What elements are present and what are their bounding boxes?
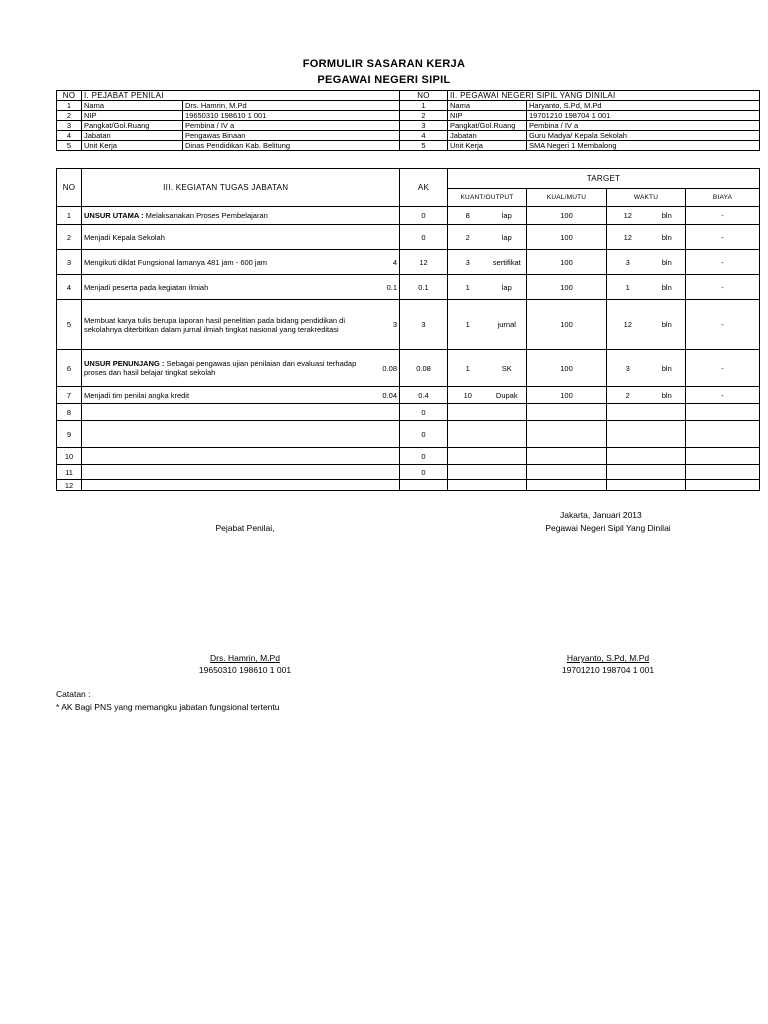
identity-right-label: NIP [448, 111, 527, 121]
quantity-value: 1 [448, 350, 488, 387]
quantity-unit: jurnal [488, 300, 527, 350]
quality-value: 100 [527, 350, 607, 387]
time-unit [649, 480, 686, 491]
cost-value: - [686, 250, 760, 275]
activity-cell [82, 300, 370, 350]
activity-text: Menjadi tim penilai angka kredit [84, 390, 190, 400]
left-signature-nip: 19650310 198610 1 001 [198, 665, 292, 675]
identity-left-label: Nama [82, 101, 183, 111]
identity-right-label: Pangkat/Gol.Ruang [448, 121, 527, 131]
activity-cell [82, 404, 370, 421]
activity-cell [82, 275, 370, 300]
quantity-unit [488, 404, 527, 421]
identity-row [57, 141, 760, 151]
ak-value [400, 480, 448, 491]
quantity-unit [488, 465, 527, 480]
quality-value: 100 [527, 300, 607, 350]
form-subtitle: PEGAWAI NEGERI SIPIL [317, 74, 451, 86]
table-row [57, 404, 760, 421]
time-unit: bln [649, 275, 686, 300]
activity-cell [82, 250, 370, 275]
activity-factor [370, 465, 400, 480]
quality-value [527, 404, 607, 421]
quantity-value: 1 [448, 275, 488, 300]
time-unit: bln [649, 387, 686, 404]
ak-value: 0 [400, 465, 448, 480]
no-header: NO [57, 91, 82, 101]
cost-value: - [686, 225, 760, 250]
quality-value: 100 [527, 387, 607, 404]
identity-left-label: Pangkat/Gol.Ruang [82, 121, 183, 131]
time-unit: bln [649, 225, 686, 250]
identity-left-no: 3 [57, 121, 82, 131]
identity-right-value: SMA Negeri 1 Membalong [527, 141, 760, 151]
activity-cell [82, 480, 370, 491]
activities-table [56, 168, 760, 491]
time-value: 3 [607, 350, 649, 387]
row-no: 10 [57, 448, 82, 465]
identity-left-value: 19650310 198610 1 001 [183, 111, 400, 121]
identity-table [56, 90, 760, 151]
row-no: 11 [57, 465, 82, 480]
time-unit [649, 404, 686, 421]
identity-right-value: 19701210 198704 1 001 [527, 111, 760, 121]
quantity-value: 1 [448, 300, 488, 350]
kegiatan-col-header: III. KEGIATAN TUGAS JABATAN [82, 169, 370, 207]
identity-left-no: 2 [57, 111, 82, 121]
ak-value: 0.1 [400, 275, 448, 300]
no-header-right: NO [400, 91, 448, 101]
cost-value [686, 448, 760, 465]
row-no: 3 [57, 250, 82, 275]
activity-factor: 0.08 [370, 350, 400, 387]
table-row [57, 465, 760, 480]
ak-value: 0.08 [400, 350, 448, 387]
time-value: 2 [607, 387, 649, 404]
quality-value: 100 [527, 250, 607, 275]
activity-cell [82, 465, 370, 480]
time-unit [649, 421, 686, 448]
activity-factor [370, 480, 400, 491]
identity-right-label: Jabatan [448, 131, 527, 141]
activity-factor: 0.04 [370, 387, 400, 404]
identity-right-value: Guru Madya/ Kepala Sekolah [527, 131, 760, 141]
quantity-unit [488, 421, 527, 448]
cost-value: - [686, 207, 760, 225]
activity-factor [370, 404, 400, 421]
activity-factor: 3 [370, 300, 400, 350]
identity-row [57, 131, 760, 141]
activity-text: Melaksanakan Proses Pembelajaran [143, 211, 268, 220]
quantity-unit: lap [488, 275, 527, 300]
form-title: FORMULIR SASARAN KERJA [302, 58, 466, 70]
quantity-value: 8 [448, 207, 488, 225]
identity-right-label: Unit Kerja [448, 141, 527, 151]
cost-value [686, 421, 760, 448]
biaya-header: BIAYA [686, 189, 760, 207]
identity-row [57, 111, 760, 121]
table-row [57, 421, 760, 448]
quantity-value: 2 [448, 225, 488, 250]
table-row [57, 350, 760, 387]
identity-right-no: 2 [400, 111, 448, 121]
activity-category: UNSUR PENUNJANG : [84, 359, 165, 368]
time-value: 12 [607, 300, 649, 350]
activity-factor [370, 421, 400, 448]
row-no: 7 [57, 387, 82, 404]
cost-value: - [686, 300, 760, 350]
activity-cell [82, 387, 370, 404]
cost-value: - [686, 350, 760, 387]
activity-text: Mengikuti diklat Fungsional lamanya 481 jam - 600 jam [84, 257, 268, 267]
quantity-value [448, 404, 488, 421]
quality-value: 100 [527, 207, 607, 225]
time-unit [649, 465, 686, 480]
right-signature-role: Pegawai Negeri Sipil Yang Dinilai [545, 523, 671, 533]
pejabat-penilai-header: I. PEJABAT PENILAI [82, 91, 400, 101]
row-no: 6 [57, 350, 82, 387]
quantity-value: 3 [448, 250, 488, 275]
quantity-value [448, 448, 488, 465]
notes-label: Catatan : [56, 689, 91, 699]
table-row [57, 448, 760, 465]
row-no: 5 [57, 300, 82, 350]
activity-factor [370, 225, 400, 250]
activity-text: Sebagai pengawas ujian penilaian dan evaluasi terhadap proses dan hasil belajar tingkat sekolah [84, 359, 357, 377]
time-value [607, 404, 649, 421]
time-value: 3 [607, 250, 649, 275]
right-signature-nip: 19701210 198704 1 001 [561, 665, 655, 675]
left-signature-role: Pejabat Penilai, [215, 523, 275, 533]
ak-value: 3 [400, 300, 448, 350]
time-value: 12 [607, 225, 649, 250]
identity-left-no: 4 [57, 131, 82, 141]
identity-right-value: Haryanto, S.Pd, M.Pd [527, 101, 760, 111]
activity-text: Menjadi Kepala Sekolah [84, 232, 165, 242]
activity-factor: 0.1 [370, 275, 400, 300]
cost-value: - [686, 275, 760, 300]
waktu-header: WAKTU [607, 189, 686, 207]
quantity-value [448, 465, 488, 480]
table-row [57, 225, 760, 250]
quantity-unit: lap [488, 207, 527, 225]
identity-left-label: Unit Kerja [82, 141, 183, 151]
activity-text: Menjadi peserta pada kegiatan ilmiah [84, 282, 209, 292]
identity-right-no: 5 [400, 141, 448, 151]
place-date: Jakarta, Januari 2013 [560, 510, 642, 520]
pegawai-dinilai-header: II. PEGAWAI NEGERI SIPIL YANG DINILAI [448, 91, 760, 101]
row-no: 12 [57, 480, 82, 491]
table-row [57, 300, 760, 350]
cost-value: - [686, 387, 760, 404]
quality-value [527, 465, 607, 480]
row-no: 9 [57, 421, 82, 448]
quantity-unit: lap [488, 225, 527, 250]
ak-value: 0 [400, 404, 448, 421]
quality-value [527, 480, 607, 491]
time-value: 12 [607, 207, 649, 225]
quantity-value [448, 480, 488, 491]
table-row [57, 387, 760, 404]
right-signature-name: Haryanto, S.Pd, M.Pd [566, 653, 650, 663]
identity-right-value: Pembina / IV a [527, 121, 760, 131]
ak-value: 12 [400, 250, 448, 275]
time-value [607, 448, 649, 465]
time-value [607, 480, 649, 491]
quality-value [527, 448, 607, 465]
quantity-unit: SK [488, 350, 527, 387]
quality-value [527, 421, 607, 448]
activity-cell [82, 225, 370, 250]
activity-factor [370, 207, 400, 225]
activity-factor: 4 [370, 250, 400, 275]
cost-value [686, 480, 760, 491]
notes-line: * AK Bagi PNS yang memangku jabatan fungsional tertentu [56, 702, 280, 712]
quality-value: 100 [527, 275, 607, 300]
identity-header-row [57, 91, 760, 101]
time-unit [649, 448, 686, 465]
quantity-value: 10 [448, 387, 488, 404]
quality-value: 100 [527, 225, 607, 250]
row-no: 2 [57, 225, 82, 250]
activity-cell [82, 350, 370, 387]
ak-col-header: AK [400, 169, 448, 207]
identity-left-label: Jabatan [82, 131, 183, 141]
quantity-value [448, 421, 488, 448]
left-signature-name: Drs. Hamrin, M.Pd [210, 653, 280, 663]
activity-cell [82, 207, 370, 225]
identity-right-no: 1 [400, 101, 448, 111]
identity-left-no: 5 [57, 141, 82, 151]
identity-left-value: Drs. Hamrin, M.Pd [183, 101, 400, 111]
ak-value: 0 [400, 225, 448, 250]
identity-row [57, 121, 760, 131]
time-unit: bln [649, 350, 686, 387]
ak-value: 0 [400, 207, 448, 225]
time-unit: bln [649, 207, 686, 225]
cost-value [686, 465, 760, 480]
time-value: 1 [607, 275, 649, 300]
quantity-unit [488, 448, 527, 465]
identity-left-label: NIP [82, 111, 183, 121]
identity-right-no: 4 [400, 131, 448, 141]
row-no: 4 [57, 275, 82, 300]
activity-factor [370, 448, 400, 465]
table-row [57, 207, 760, 225]
ak-value: 0.4 [400, 387, 448, 404]
identity-right-no: 3 [400, 121, 448, 131]
activity-category: UNSUR UTAMA : [84, 211, 144, 220]
time-value [607, 465, 649, 480]
row-no: 1 [57, 207, 82, 225]
kuant-output-header: KUANT/OUTPUT [448, 189, 527, 207]
table-row [57, 480, 760, 491]
cost-value [686, 404, 760, 421]
identity-left-no: 1 [57, 101, 82, 111]
identity-left-value: Pengawas Binaan [183, 131, 400, 141]
activity-text: Membuat karya tulis berupa laporan hasil penelitian pada bidang pendidikan di sekolahnya diterbitkan dalam jurnal ilmiah tingkat nasional yang terakreditasi [84, 315, 346, 334]
time-unit: bln [649, 300, 686, 350]
time-value [607, 421, 649, 448]
activity-cell [82, 448, 370, 465]
identity-left-value: Dinas Pendidikan Kab. Belitung [183, 141, 400, 151]
identity-row [57, 101, 760, 111]
no-col-header: NO [57, 169, 82, 207]
ak-value: 0 [400, 421, 448, 448]
target-header: TARGET [448, 169, 760, 189]
table-row [57, 275, 760, 300]
quantity-unit: Dupak [488, 387, 527, 404]
kual-mutu-header: KUAL/MUTU [527, 189, 607, 207]
activity-cell [82, 421, 370, 448]
quantity-unit: sertifikat [488, 250, 527, 275]
quantity-unit [488, 480, 527, 491]
row-no: 8 [57, 404, 82, 421]
identity-left-value: Pembina / IV a [183, 121, 400, 131]
identity-right-label: Nama [448, 101, 527, 111]
spacer-cell [370, 169, 400, 207]
table-row [57, 250, 760, 275]
time-unit: bln [649, 250, 686, 275]
ak-value: 0 [400, 448, 448, 465]
